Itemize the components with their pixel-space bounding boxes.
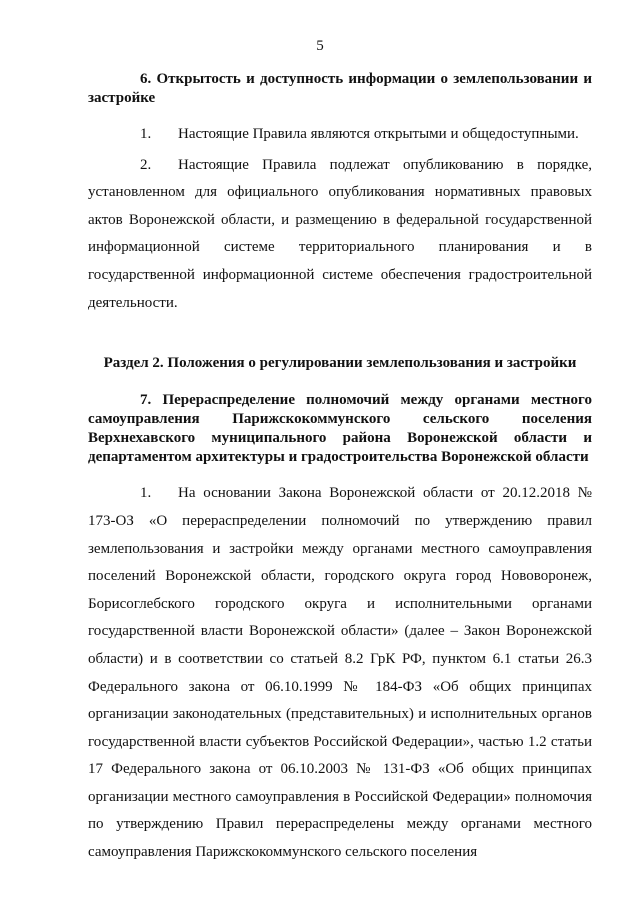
paragraph-7-1 (88, 480, 592, 866)
page-number: 5 (316, 38, 324, 54)
paragraph-6-2 (88, 152, 592, 318)
section-2-title: Раздел 2. Положения о регулировании землепользования и застройки (103, 355, 577, 372)
paragraph-6-1 (88, 121, 592, 149)
paragraph-text: Настоящие Правила являются открытыми и общедоступными. (178, 126, 579, 142)
paragraph-text: Настоящие Правила подлежат опубликованию в порядке, установленном для официального опубликования нормативных правовых актов Воронежской области, и размещению в федеральной государственной информационной системе территориального планирования и в государственной информационной системе обеспечения градостроительной деятельности. (88, 156, 592, 311)
item-number: 2. (140, 156, 152, 173)
page-content (88, 70, 592, 867)
paragraph-text: На основании Закона Воронежской области от 20.12.2018 № 173-ОЗ «О перераспределении полномочий по утверждению правил землепользования и застройки между органами местного самоуправления поселений Воронежской области, городского округа город Нововоронеж, Борисоглебского городского округа и исполнительными органами государственной власти Воронежской области» (далее – Закон Воронежской области) и в соответствии со статьей 8.2 ГрК РФ, пунктом 6.1 статьи 26.3 Федерального закона от 06.10.1999 № 184-ФЗ «Об общих принципах организации законодательных (представительных) и исполнительных органов государственной власти субъектов Российской Федерации», частью 1.2 статьи 17 Федерального закона от 06.10.2003 № 131-ФЗ «Об общих принципах организации местного самоуправления в Российской Федерации» полномочия по утверждению Правил перераспределены между органами местного самоуправления Парижскокоммунского сельского поселения (88, 485, 592, 861)
heading-section-6: 6. Открытость и доступность информации о землепользовании и застройке (88, 71, 592, 106)
item-number: 1. (140, 485, 152, 502)
heading-section-7: 7. Перераспределение полномочий между органами местного самоуправления Парижскокоммунского сельского поселения Верхнехавского муниципального района Воронежской области и департаментом архитектуры и градостроительства Воронежской области (88, 392, 592, 465)
item-number: 1. (140, 126, 152, 142)
